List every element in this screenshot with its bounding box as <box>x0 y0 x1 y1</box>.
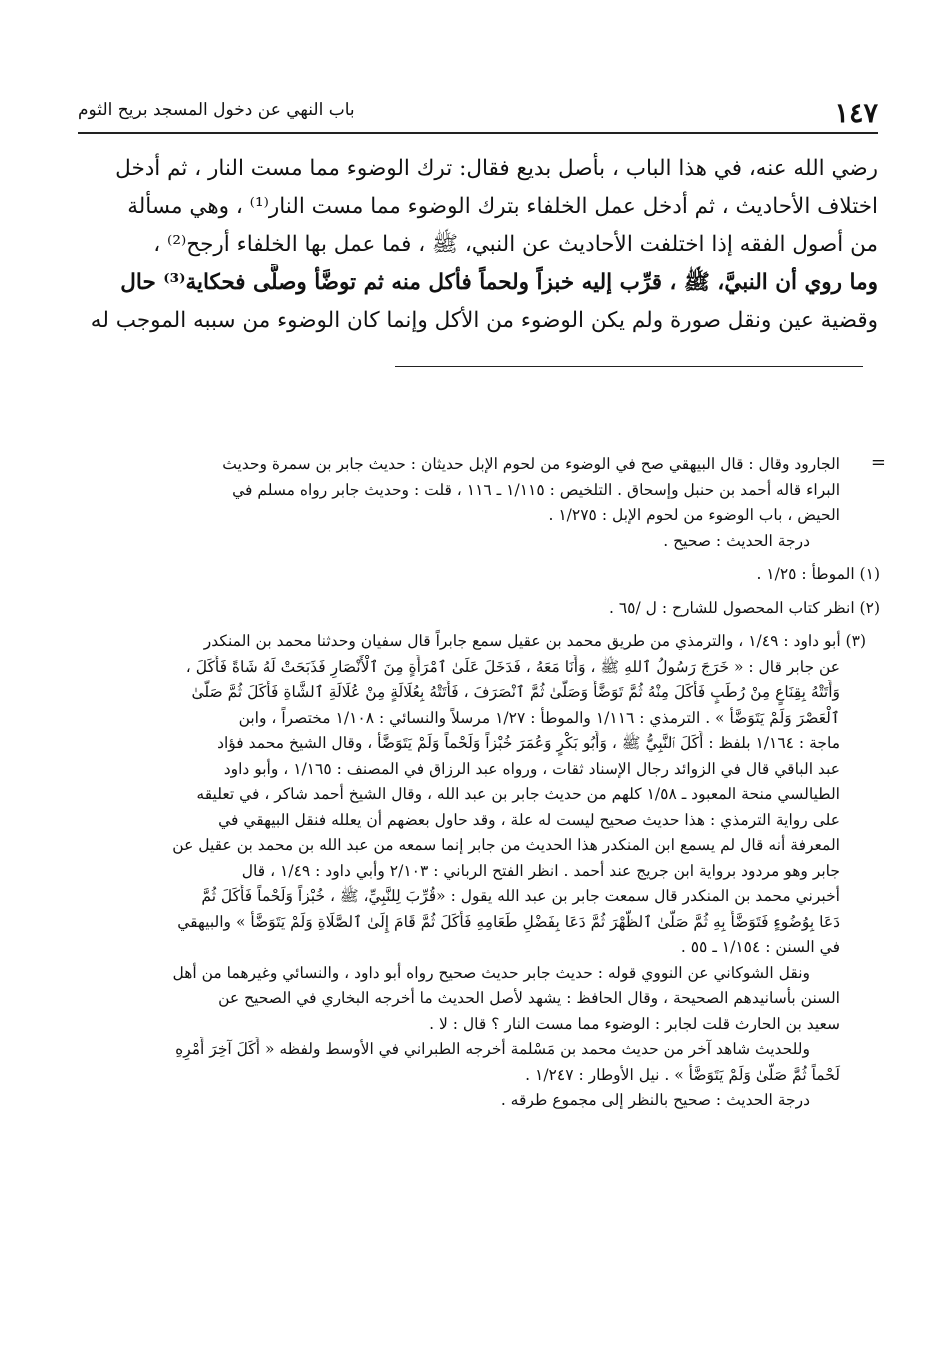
main-line: وما روي أن النبيَّ، ﷺ ، قرِّب إليه خبزاً ولحماً فأكل منه ثم توضَّأ وصلَّى فحكاية⁽³⁾ حال <box>120 270 878 295</box>
footnote-line: المعرفة أنه قال لم يسمع ابن المنكدر هذا الحديث من جابر إنما سمعه من عبد الله بن محمد بن عقيل عن <box>172 836 840 854</box>
footnote-2 <box>70 596 880 622</box>
footnote-line: السنن بأسانيدهم الصحيحة ، وقال الحافظ : يشهد لأصل الحديث ما أخرجه البخاري في الصحيح عن <box>218 989 840 1007</box>
footnote-line: دَعَا بِوُضُوءٍ فَتَوَضَّأَ بِهِ ثُمَّ صَلَّىٰ ٱلظُّهْرَ ثُمَّ دَعَا بِفَضْلِ طَعَامِهِ فَأَكَلَ ثُمَّ قَامَ إِلَىٰ ٱلصَّلَاةِ وَلَمْ يَتَوَضَّأْ » والبيهقي <box>177 912 840 931</box>
footnote-line: (٢) انظر كتاب المحصول للشارح : ل /٦٥ . <box>608 598 880 617</box>
running-title: باب النهي عن دخول المسجد بريح الثوم <box>78 100 355 120</box>
footnote-line: الحيض ، باب الوضوء من لحوم الإبل : ١/٢٧٥ . <box>548 506 840 524</box>
footnote-grade: درجة الحديث : صحيح بالنظر إلى مجموع طرقه . <box>500 1091 810 1109</box>
footnote-line: ماجة : ١/١٦٤ بلفظ : أَكَلَ ٱلنَّبِيُّ ﷺ ، وَأَبُو بَكْرٍ وَعُمَرَ خُبْزاً وَلَحْماً وَلَمْ يَتَوَضَّأْ ، وقال الشيخ محمد فؤاد <box>217 734 840 752</box>
footnote-line: لَحْماً ثُمَّ صَلَّىٰ وَلَمْ يَتَوَضَّأْ » . نيل الأوطار : ١/٢٤٧ . <box>525 1065 840 1084</box>
footnote-line: الجارود وقال : قال البيهقي صح في الوضوء من لحوم الإبل حديثان : حديث جابر بن سمرة وحديث <box>222 455 840 473</box>
footnote-line: أخبرني محمد بن المنكدر قال سمعت جابر بن عبد الله يقول : «قُرِّبَ لِلنَّبِيِّ، ﷺ ، خُبْزاً وَلَحْماً فَأَكَلَ ثُمَّ <box>201 887 840 905</box>
main-text <box>78 150 878 340</box>
page-number: ١٤٧ <box>834 98 878 129</box>
footnote-continuation <box>70 452 880 554</box>
footnote-line: ٱلْعَصْرَ وَلَمْ يَتَوَضَّأْ » . الترمذي : ١/١١٦ والموطأ : ١/٢٧ مرسلاً والنسائي : ١/١٠٨ مختصراً ، وابن <box>238 708 840 727</box>
footnote-line: وللحديث شاهد آخر من حديث محمد بن مَسْلمة أخرجه الطبراني في الأوسط ولفظه « أَكَلَ آخِرَ أَمْرِهِ <box>175 1040 810 1058</box>
header-rule <box>78 132 878 134</box>
footnote-line: جابر وهو مردود برواية ابن جريج عند أحمد . انظر الفتح الرباني : ٢/١٠٣ وأبي داود : ١/٤٩ ، قال <box>241 861 840 880</box>
footnote-line: ونقل الشوكاني عن النووي قوله : حديث جابر حديث صحيح رواه أبو داود ، والنسائي وغيرهما من أهل <box>172 963 810 982</box>
footnote-separator <box>395 366 863 367</box>
footnote-line: عبد الباقي قال في الزوائد رجال الإسناد ثقات ، ورواه عبد الرزاق في المصنف : ١/١٦٥ ، وأبو داود <box>223 759 840 778</box>
footnotes <box>70 452 886 1114</box>
footnote-line: وَأَتَتْهُ بِقِنَاعٍ مِنْ رُطَبٍ فَأَكَلَ مِنْهُ ثُمَّ تَوَضَّأَ وَصَلَّىٰ ثُمَّ ٱنْصَرَفَ ، فَأَتَتْهُ بِعُلَالَةٍ مِنْ عُلَالَةِ ٱلشَّاةِ فَأَكَلَ ثُمَّ صَلَّىٰ <box>191 683 840 701</box>
main-line: من أصول الفقه إذا اختلفت الأحاديث عن النبي، ﷺ ، فما عمل بها الخلفاء أرجح⁽²⁾ ، <box>153 232 878 257</box>
main-line: وقضية عين ونقل صورة ولم يكن الوضوء من الأكل وإنما كان الوضوء من سببه الموجب له <box>90 308 878 333</box>
footnote-line: على رواية الترمذي : هذا حديث صحيح ليست له علة ، وقد حاول بعضهم أن يعلله فنقل البيهقي في <box>218 810 840 829</box>
page-header <box>78 92 878 132</box>
footnote-3 <box>70 629 880 1114</box>
footnote-grade: درجة الحديث : صحيح . <box>663 531 810 550</box>
footnote-line: البراء قاله أحمد بن حنبل وإسحاق . التلخيص : ١/١١٥ ـ ١١٦ ، قلت : وحديث جابر رواه مسلم في <box>232 480 840 499</box>
footnote-line: (١) الموطأ : ١/٢٥ . <box>756 565 880 583</box>
footnote-line: (٣) أبو داود : ١/٤٩ ، والترمذي من طريق محمد بن عقيل سمع جابراً قال سفيان وحدثنا محمد بن المنكدر <box>203 632 866 650</box>
footnote-line: في السنن : ١/١٥٤ ـ ٥٥ . <box>680 938 840 956</box>
continuation-mark: = <box>870 452 886 473</box>
footnote-1 <box>70 562 880 588</box>
footnote-line: عن جابر قال : « خَرَجَ رَسُولُ ٱللهِ ﷺ ، وَأَنَا مَعَهُ ، فَدَخَلَ عَلَىٰ ٱمْرَأَةٍ مِنَ ٱلْأَنْصَارِ فَذَبَحَتْ لَهُ شَاةً فَأَكَلَ ، <box>185 657 840 676</box>
main-line: رضي الله عنه، في هذا الباب ، بأصل بديع فقال: ترك الوضوء مما مست النار ، ثم أدخل <box>115 156 878 181</box>
footnote-line: الطيالسي منحة المعبود ـ ١/٥٨ كلهم من حديث جابر بن عبد الله ، وقال الشيخ أحمد شاكر ، في تعليقه <box>196 785 840 803</box>
main-line: اختلاف الأحاديث ، ثم أدخل عمل الخلفاء بترك الوضوء مما مست النار⁽¹⁾ ، وهي مسألة <box>127 194 878 219</box>
footnote-line: سعيد بن الحارث قلت لجابر : الوضوء مما مست النار ؟ قال : لا . <box>429 1014 840 1033</box>
